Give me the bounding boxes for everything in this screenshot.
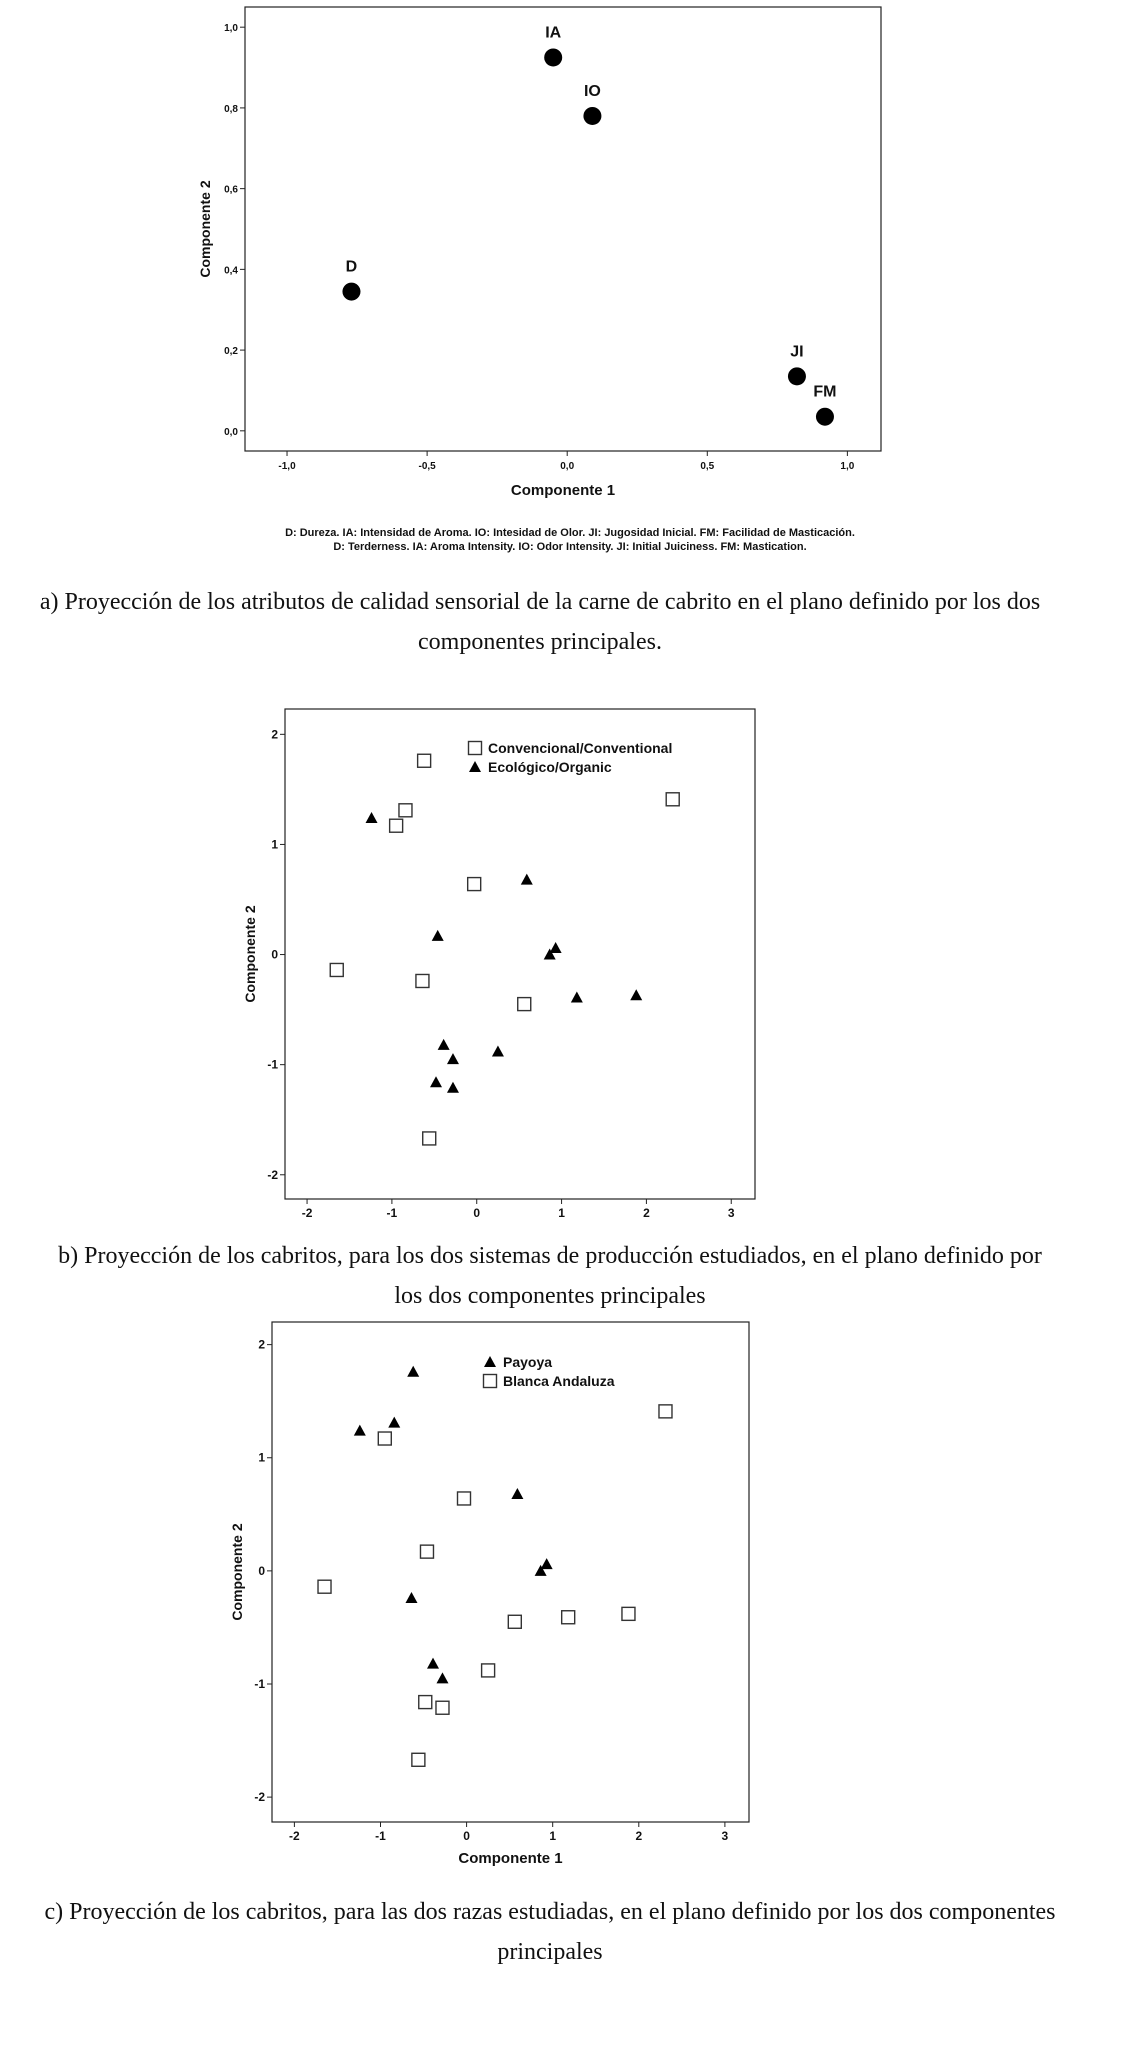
data-point [412, 1753, 425, 1766]
data-point [416, 974, 429, 987]
y-tick-label: 1 [271, 837, 278, 852]
y-tick-label: 2 [271, 727, 278, 742]
data-point [447, 1082, 459, 1093]
data-point [659, 1405, 672, 1418]
footnote-spanish: D: Dureza. IA: Intensidad de Aroma. IO: Intesidad de Olor. JI: Jugosidad Inicial. FM: Facilidad de Masticación. [285, 527, 855, 539]
legend-marker [484, 1356, 496, 1367]
x-tick-label: -1 [386, 1206, 398, 1220]
x-tick-label: -1,0 [278, 461, 296, 472]
data-point [541, 1558, 553, 1569]
data-point [407, 1366, 419, 1377]
x-axis-label: Componente 1 [458, 1850, 563, 1867]
legend-marker [484, 1375, 497, 1388]
data-point [423, 1132, 436, 1145]
data-point [330, 963, 343, 976]
legend-label: Payoya [503, 1354, 553, 1370]
y-tick-label: 0,2 [224, 346, 238, 358]
y-tick-label: -1 [254, 1676, 265, 1691]
legend-label: Blanca Andaluza [503, 1373, 615, 1389]
data-point [418, 754, 431, 767]
data-point [518, 998, 531, 1011]
data-point [788, 367, 806, 385]
point-label: D [345, 258, 358, 276]
point-label: JI [790, 343, 804, 361]
data-point [378, 1432, 391, 1445]
data-point [666, 793, 679, 806]
data-point [427, 1658, 439, 1669]
legend-marker [469, 761, 481, 772]
y-tick-label: 0,0 [224, 426, 238, 438]
data-point [399, 804, 412, 817]
data-point [492, 1045, 504, 1056]
y-tick-label: -1 [267, 1057, 278, 1072]
data-point [622, 1607, 635, 1620]
data-point [390, 819, 403, 832]
x-tick-label: 1 [558, 1206, 565, 1220]
data-point [583, 107, 601, 125]
y-axis-label: Componente 2 [197, 180, 213, 278]
x-axis-label: Componente 1 [510, 482, 616, 499]
data-point [630, 989, 642, 1000]
x-tick-label: -2 [301, 1206, 313, 1220]
data-point [366, 812, 378, 823]
point-label: IO [583, 82, 601, 100]
data-point [430, 1076, 442, 1087]
caption-b: b) Proyección de los cabritos, para los dos sistemas de producción estudiados, en el plano definido por los dos componentes principales [58, 1243, 1042, 1309]
data-point [447, 1053, 459, 1064]
legend-label: Convencional/Conventional [488, 740, 673, 756]
data-point [544, 48, 562, 66]
data-point [511, 1488, 523, 1499]
x-tick-label: 2 [635, 1829, 643, 1843]
chart-a-footnote [140, 526, 1000, 554]
y-tick-label: 0,6 [224, 184, 238, 196]
x-tick-label: -1 [375, 1829, 386, 1843]
data-point [438, 1039, 450, 1050]
x-tick-label: 0 [463, 1829, 470, 1843]
y-tick-label: -2 [254, 1790, 265, 1805]
plot-frame [272, 1322, 749, 1822]
data-point [419, 1696, 432, 1709]
data-point [458, 1492, 471, 1505]
data-point [571, 991, 583, 1002]
x-tick-label: 2 [643, 1206, 650, 1220]
data-point [508, 1615, 521, 1628]
point-label: FM [813, 383, 837, 401]
y-tick-label: 0,8 [224, 103, 238, 115]
x-tick-label: -0,5 [418, 461, 436, 472]
data-point [432, 930, 444, 941]
x-tick-label: 0 [473, 1206, 481, 1220]
y-tick-label: 1 [258, 1450, 265, 1465]
chart-c [229, 1322, 749, 1867]
legend-marker [469, 742, 482, 755]
x-tick-label: 0,0 [560, 461, 575, 472]
x-tick-label: 0,5 [700, 461, 715, 472]
y-tick-label: 2 [258, 1337, 265, 1352]
y-tick-label: 0 [271, 947, 278, 962]
data-point [405, 1592, 417, 1603]
data-point [521, 874, 533, 885]
footnote-english: D: Terderness. IA: Aroma Intensity. IO: Odor Intensity. JI: Initial Juiciness. FM: Mastication. [333, 541, 807, 553]
y-axis-label: Componente 2 [229, 1523, 245, 1621]
plot-frame [285, 709, 755, 1199]
x-tick-label: 3 [721, 1829, 729, 1843]
data-point [562, 1611, 575, 1624]
y-tick-label: 1,0 [224, 23, 238, 35]
data-point [388, 1417, 400, 1428]
data-point [436, 1672, 448, 1683]
y-tick-label: 0 [258, 1563, 265, 1578]
data-point [482, 1664, 495, 1677]
x-tick-label: 3 [727, 1206, 735, 1220]
data-point [354, 1425, 366, 1436]
data-point [342, 283, 360, 301]
point-label: IA [545, 24, 562, 42]
x-tick-label: -2 [289, 1829, 300, 1843]
caption-c: c) Proyección de los cabritos, para las dos razas estudiadas, en el plano definido por los dos componentes principales [44, 1899, 1056, 1965]
y-tick-label: 0,4 [224, 265, 238, 277]
plot-frame [245, 7, 881, 451]
data-point [318, 1580, 331, 1593]
data-point [550, 942, 562, 953]
data-point [420, 1545, 433, 1558]
legend-label: Ecológico/Organic [488, 759, 612, 775]
caption-a: a) Proyección de los atributos de calidad sensorial de la carne de cabrito en el plano definido por los dos componentes principales. [39, 589, 1041, 655]
y-tick-label: -2 [267, 1167, 278, 1182]
data-point [468, 878, 481, 891]
x-tick-label: 1 [549, 1829, 557, 1843]
chart-b [242, 709, 755, 1220]
y-axis-label: Componente 2 [242, 905, 258, 1003]
data-point [436, 1701, 449, 1714]
data-point [816, 408, 834, 426]
x-tick-label: 1,0 [840, 461, 855, 472]
chart-a [197, 7, 881, 499]
